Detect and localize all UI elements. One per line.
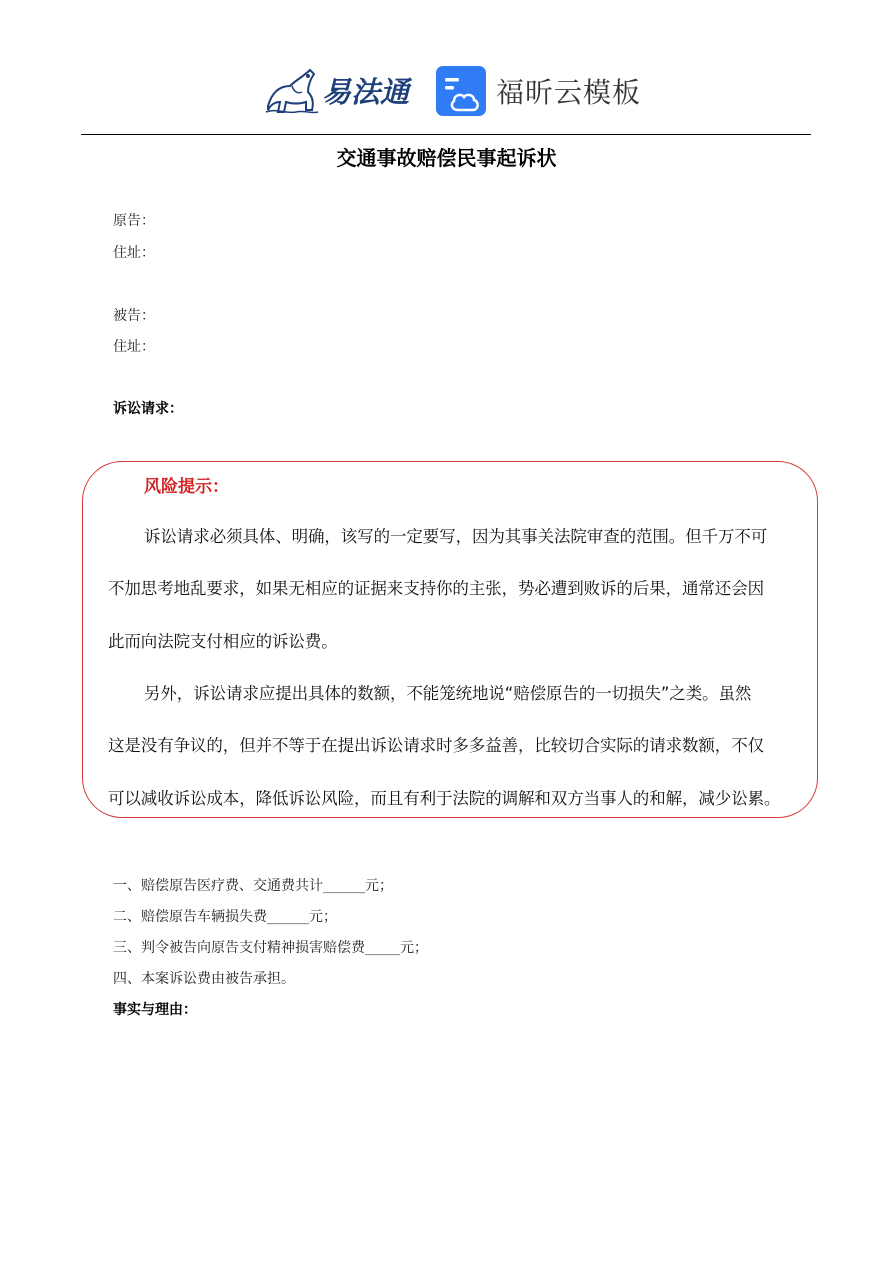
plaintiff-label: 原告： [113,213,155,229]
defendant-label: 被告： [113,308,155,324]
risk-text-line: 可以减收诉讼成本，降低诉讼风险，而且有利于法院的调解和双方当事人的和解，减少讼累。 [108,789,781,808]
facts-heading: 事实与理由： [113,1002,197,1018]
logo2-text: 福昕云模板 [496,76,642,109]
risk-text-line: 此而向法院支付相应的诉讼费。 [108,632,338,651]
risk-text-line: 诉讼请求必须具体、明确，该写的一定要写，因为其事关法院审查的范围。但千万不可 [144,527,768,546]
risk-text-line: 另外，诉讼请求应提出具体的数额，不能笼统地说“赔偿原告的一切损失”之类。虽然 [144,684,752,703]
claim-item: 三、判令被告向原告支付精神损害赔偿费_____元； [113,940,428,956]
claim-item: 一、赔偿原告医疗费、交通费共计______元； [113,878,393,894]
plaintiff-address-label: 住址： [113,245,155,261]
document-title: 交通事故赔偿民事起诉状 [336,146,557,170]
claim-item: 二、赔偿原告车辆损失费______元； [113,909,337,925]
cloud-document-icon [436,66,486,116]
foxit-template-logo [436,66,641,116]
risk-text-line: 这是没有争议的，但并不等于在提出诉讼请求时多多益善，比较切合实际的请求数额，不仅 [108,736,765,755]
qilin-icon [262,62,320,118]
claims-heading: 诉讼请求： [113,401,183,417]
defendant-address-label: 住址： [113,339,155,355]
claim-item: 四、本案诉讼费由被告承担。 [113,971,295,987]
logo1-text: 易法通 [322,74,410,109]
risk-warning-title: 风险提示： [144,477,229,497]
yifatong-logo [262,62,409,118]
risk-text-line: 不加思考地乱要求，如果无相应的证据来支持你的主张，势必遭到败诉的后果，通常还会因 [108,579,765,598]
header-divider [81,134,811,135]
